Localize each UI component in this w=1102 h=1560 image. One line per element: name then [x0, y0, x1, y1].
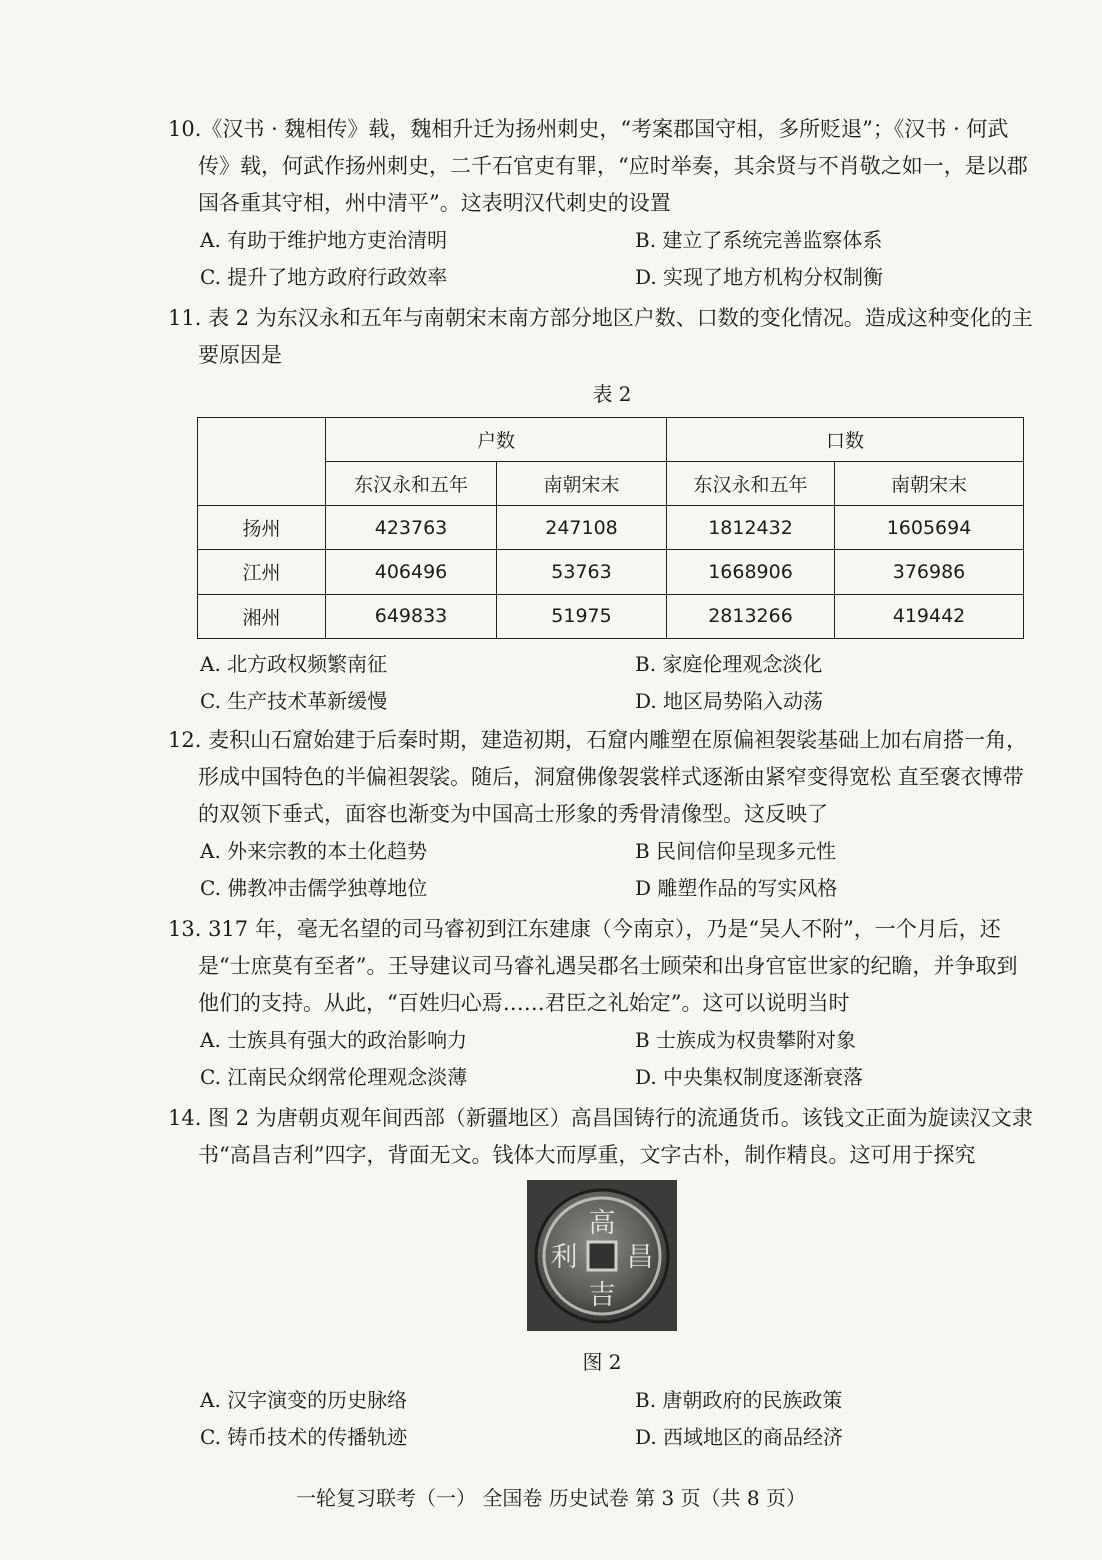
subheader-2: 南朝宋末 [497, 462, 667, 506]
option-b[interactable]: B 士族成为权贵攀附对象 [635, 1028, 857, 1052]
subheader-4: 南朝宋末 [835, 462, 1024, 506]
question-12 [168, 722, 1038, 909]
subheader-3: 东汉永和五年 [667, 462, 835, 506]
option-d[interactable]: D. 地区局势陷入动荡 [635, 689, 824, 713]
header-population: 口数 [667, 418, 1024, 462]
row-label: 江州 [198, 550, 326, 594]
question-11 [168, 300, 1038, 374]
option-c[interactable]: C. 佛教冲击儒学独尊地位 [200, 876, 428, 900]
table-cell: 51975 [497, 594, 667, 638]
table-cell: 53763 [497, 550, 667, 594]
option-c[interactable]: C. 生产技术革新缓慢 [200, 689, 388, 713]
table-cell: 1668906 [667, 550, 835, 594]
table-cell: 649833 [326, 594, 497, 638]
option-c[interactable]: C. 铸币技术的传播轨迹 [200, 1425, 408, 1449]
option-d[interactable]: D. 西域地区的商品经济 [635, 1425, 844, 1449]
option-b[interactable]: B. 建立了系统完善监察体系 [635, 228, 883, 252]
question-10 [168, 111, 1038, 298]
table-cell: 376986 [835, 550, 1024, 594]
option-a[interactable]: A. 士族具有强大的政治影响力 [200, 1028, 468, 1052]
subheader-1: 东汉永和五年 [326, 462, 497, 506]
figure-caption: 图 2 [582, 1350, 622, 1374]
option-c[interactable]: C. 江南民众纲常伦理观念淡薄 [200, 1065, 468, 1089]
option-c[interactable]: C. 提升了地方政府行政效率 [200, 265, 448, 289]
table-cell: 1605694 [835, 506, 1024, 550]
table-corner-cell [198, 418, 326, 506]
question-11-options-wrap [168, 646, 1038, 722]
question-10-stem: 10.《汉书 · 魏相传》载，魏相升迁为扬州刺史，“考案郡国守相，多所贬退”；《汉书 · 何武传》载，何武作扬州刺史，二千石官吏有罪，“应时举奏，其余贤与不肖敬之如一，是以郡国各重其守相，州中清平”。这表明汉代刺史的设置 [168, 117, 1028, 215]
question-11-options [198, 646, 1038, 722]
table-row [198, 594, 1024, 638]
question-13-stem: 13. 317 年，毫无名望的司马睿初到江东建康（今南京），乃是“吴人不附”，一个月后，还是“士庶莫有至者”。王导建议司马睿礼遇吴郡名士顾荣和出身官宦世家的纪瞻，并争取到他们的支持。从此，“百姓归心焉……君臣之礼始定”。这可以说明当时 [168, 917, 1018, 1015]
coin-svg [527, 1180, 677, 1331]
table-cell: 419442 [835, 594, 1024, 638]
option-d[interactable]: D. 实现了地方机构分权制衡 [635, 265, 884, 289]
option-a[interactable]: A. 北方政权频繁南征 [200, 652, 388, 676]
question-13-options [198, 1022, 1038, 1098]
coin-char-left: 利 [550, 1242, 578, 1273]
question-14-stem: 14. 图 2 为唐朝贞观年间西部（新疆地区）高昌国铸行的流通货币。该钱文正面为旋读汉文隶书“高昌吉利”四字，背面无文。钱体大而厚重，文字古朴，制作精良。这可用于探究 [168, 1106, 1033, 1167]
page-footer: 一轮复习联考（一） 全国卷 历史试卷 第 3 页（共 8 页） [296, 1486, 806, 1510]
table-cell: 2813266 [667, 594, 835, 638]
question-12-stem: 12. 麦积山石窟始建于后秦时期，建造初期，石窟内雕塑在原偏袒袈裟基础上加右肩搭一角，形成中国特色的半偏袒袈裟。随后，洞窟佛像袈裳样式逐渐由紧窄变得宽松 直至褒衣博带的双领下垂式，面容也渐变为中国高士形象的秀骨清像型。这反映了 [168, 728, 1028, 826]
coin-char-bottom: 吉 [588, 1280, 616, 1311]
question-14-options [198, 1382, 1038, 1458]
option-b[interactable]: B. 唐朝政府的民族政策 [635, 1388, 843, 1412]
option-b[interactable]: B. 家庭伦理观念淡化 [635, 652, 823, 676]
option-b[interactable]: B 民间信仰呈现多元性 [635, 839, 837, 863]
question-12-options [198, 833, 1038, 909]
option-a[interactable]: A. 有助于维护地方吏治清明 [200, 228, 448, 252]
row-label: 湘州 [198, 594, 326, 638]
question-10-options [198, 222, 1038, 298]
row-label: 扬州 [198, 506, 326, 550]
coin-char-top: 高 [588, 1208, 616, 1239]
coin-char-right: 昌 [626, 1242, 654, 1273]
coin-image [527, 1180, 677, 1331]
table-row [198, 506, 1024, 550]
question-11-stem: 11. 表 2 为东汉永和五年与南朝宋末南方部分地区户数、口数的变化情况。造成这种变化的主要原因是 [168, 306, 1033, 367]
question-14-options-wrap [168, 1382, 1038, 1458]
table-row [198, 550, 1024, 594]
table-cell: 247108 [497, 506, 667, 550]
table-cell: 423763 [326, 506, 497, 550]
option-d[interactable]: D. 中央集权制度逐渐衰落 [635, 1065, 864, 1089]
option-a[interactable]: A. 汉字演变的历史脉络 [200, 1388, 408, 1412]
population-table [197, 417, 1024, 639]
table-cell: 1812432 [667, 506, 835, 550]
option-a[interactable]: A. 外来宗教的本土化趋势 [200, 839, 428, 863]
question-14 [168, 1100, 1038, 1174]
header-households: 户数 [326, 418, 667, 462]
table-caption: 表 2 [592, 382, 632, 406]
table-cell: 406496 [326, 550, 497, 594]
option-d[interactable]: D 雕塑作品的写实风格 [635, 876, 838, 900]
question-13 [168, 911, 1038, 1098]
